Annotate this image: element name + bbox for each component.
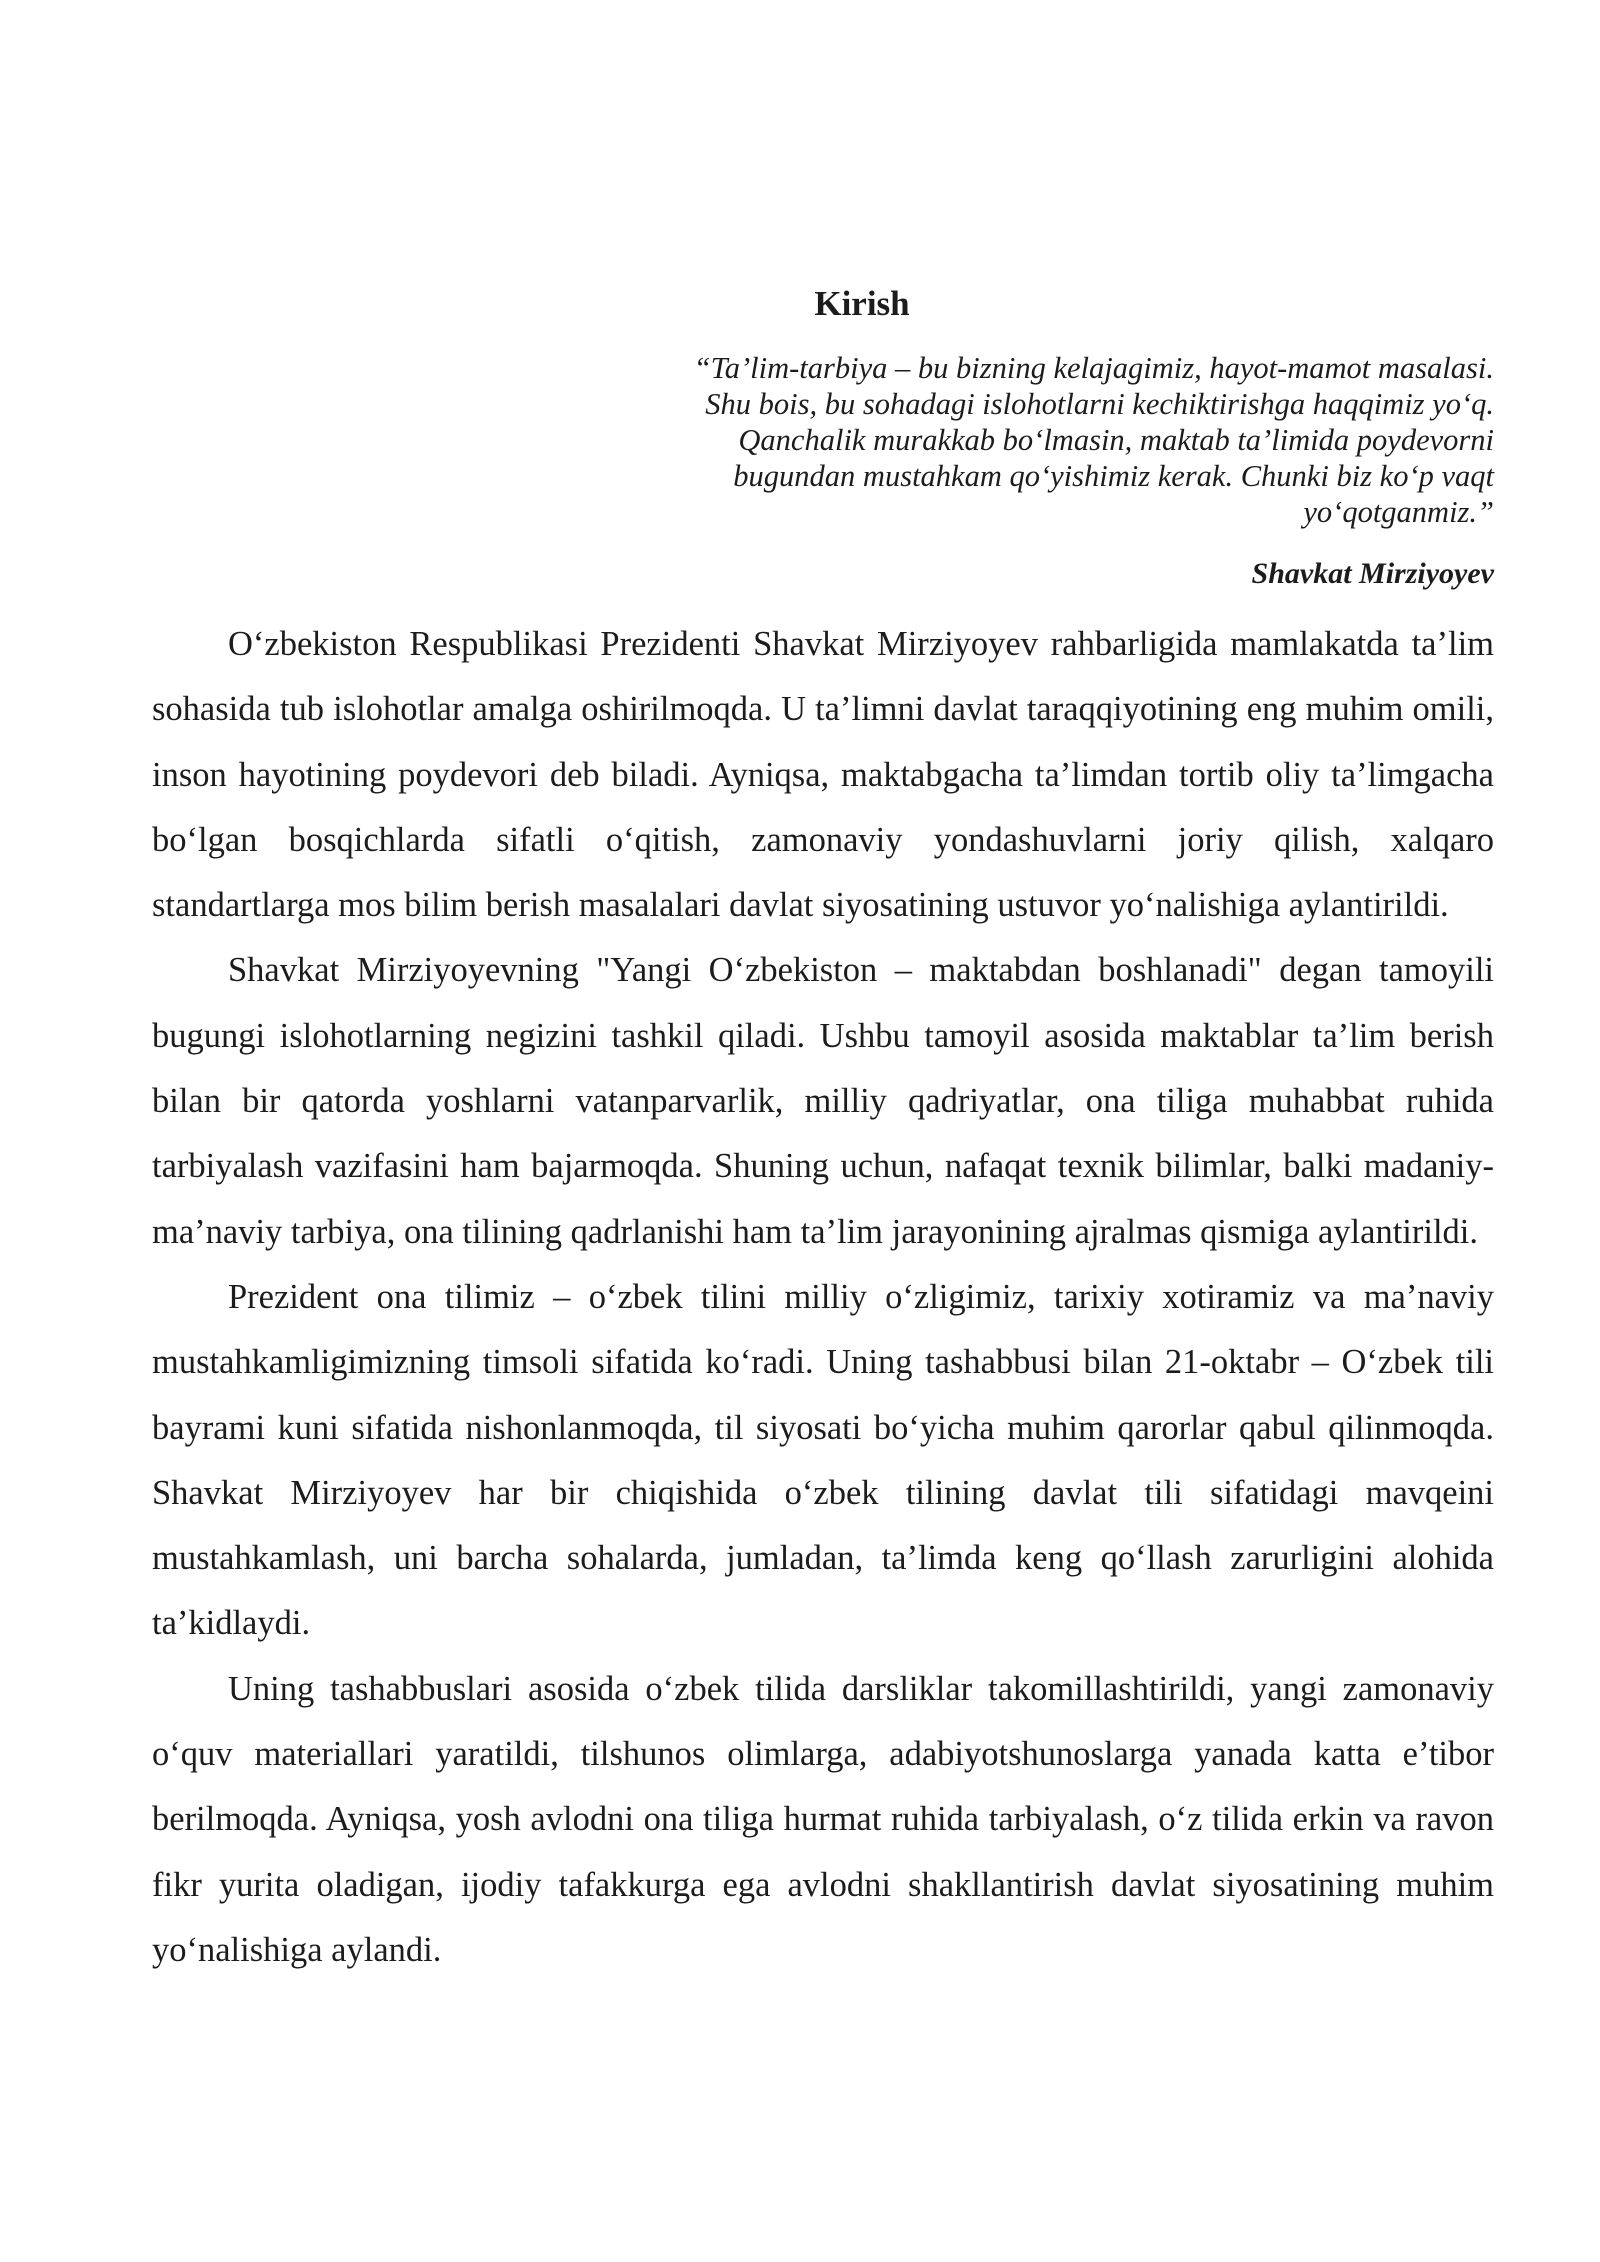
epigraph-line: bugundan mustahkam qo‘yishimiz kerak. Chunki biz ko‘p vaqt — [733, 459, 1494, 493]
body-text — [152, 612, 1494, 1983]
paragraph: Prezident ona tilimiz – o‘zbek tilini milliy o‘zligimiz, tarixiy xotiramiz va ma’naviy mustahkamligimizning timsoli sifatida ko‘radi. Uning tashabbusi bilan 21-oktabr – O‘zbek tili bayrami kuni sifatida nishonlanmoqda, til siyosati bo‘yicha muhim qarorlar qabul qilinmoqda. Shavkat Mirziyoyev har bir chiqishida o‘zbek tilining davlat tili sifatidagi mavqeini mustahkamlash, uni barcha sohalarda, jumladan, ta’limda keng qo‘llash zarurligini alohida ta’kidlaydi. — [152, 1277, 1494, 1643]
epigraph-line: Qanchalik murakkab bo‘lmasin, maktab ta’limida poydevorni — [738, 423, 1494, 457]
paragraph: Uning tashabbuslari asosida o‘zbek tilida darsliklar takomillashtirildi, yangi zamonaviy o‘quv materiallari yaratildi, tilshunos olimlarga, adabiyotshunoslarga yanada katta e’tibor berilmoqda. Ayniqsa, yosh avlodni ona tiliga hurmat ruhida tarbiyalash, o‘z tilida erkin va ravon fikr yurita oladigan, ijodiy tafakkurga ega avlodni shakllantirish davlat siyosatining muhim yo‘nalishiga aylandi. — [152, 1669, 1494, 1969]
epigraph-line: yo‘qotganmiz.” — [1303, 495, 1494, 529]
document-title: Kirish — [814, 284, 910, 323]
epigraph-line: “Ta’lim-tarbiya – bu bizning kelajagimiz, hayot-mamot masalasi. — [693, 351, 1494, 385]
epigraph-line: Shu bois, bu sohadagi islohotlarni kechiktirishga haqqimiz yo‘q. — [705, 387, 1494, 421]
paragraph: Shavkat Mirziyoyevning "Yangi O‘zbekiston – maktabdan boshlanadi" degan tamoyili bugungi islohotlarning negizini tashkil qiladi. Ushbu tamoyil asosida maktablar ta’lim berish bilan bir qatorda yoshlarni vatanparvarlik, milliy qadriyatlar, ona tiliga muhabbat ruhida tarbiyalash vazifasini ham bajarmoqda. Shuning uchun, nafaqat texnik bilimlar, balki madaniy-ma’naviy tarbiya, ona tilining qadrlanishi ham ta’lim jarayonining ajralmas qismiga aylantirildi. — [152, 951, 1494, 1251]
epigraph — [594, 350, 1494, 530]
paragraph: O‘zbekiston Respublikasi Prezidenti Shavkat Mirziyoyev rahbarligida mamlakatda ta’lim sohasida tub islohotlar amalga oshirilmoqda. U ta’limni davlat taraqqiyotining eng muhim omili, inson hayotining poydevori deb biladi. Ayniqsa, maktabgacha ta’limdan tortib oliy ta’limgacha bo‘lgan bosqichlarda sifatli o‘qitish, zamonaviy yondashuvlarni joriy qilish, xalqaro standartlarga mos bilim berish masalalari davlat siyosatining ustuvor yo‘nalishiga aylantirildi. — [152, 625, 1494, 925]
document-page — [152, 0, 1494, 2262]
epigraph-author: Shavkat Mirziyoyev — [1251, 557, 1494, 590]
